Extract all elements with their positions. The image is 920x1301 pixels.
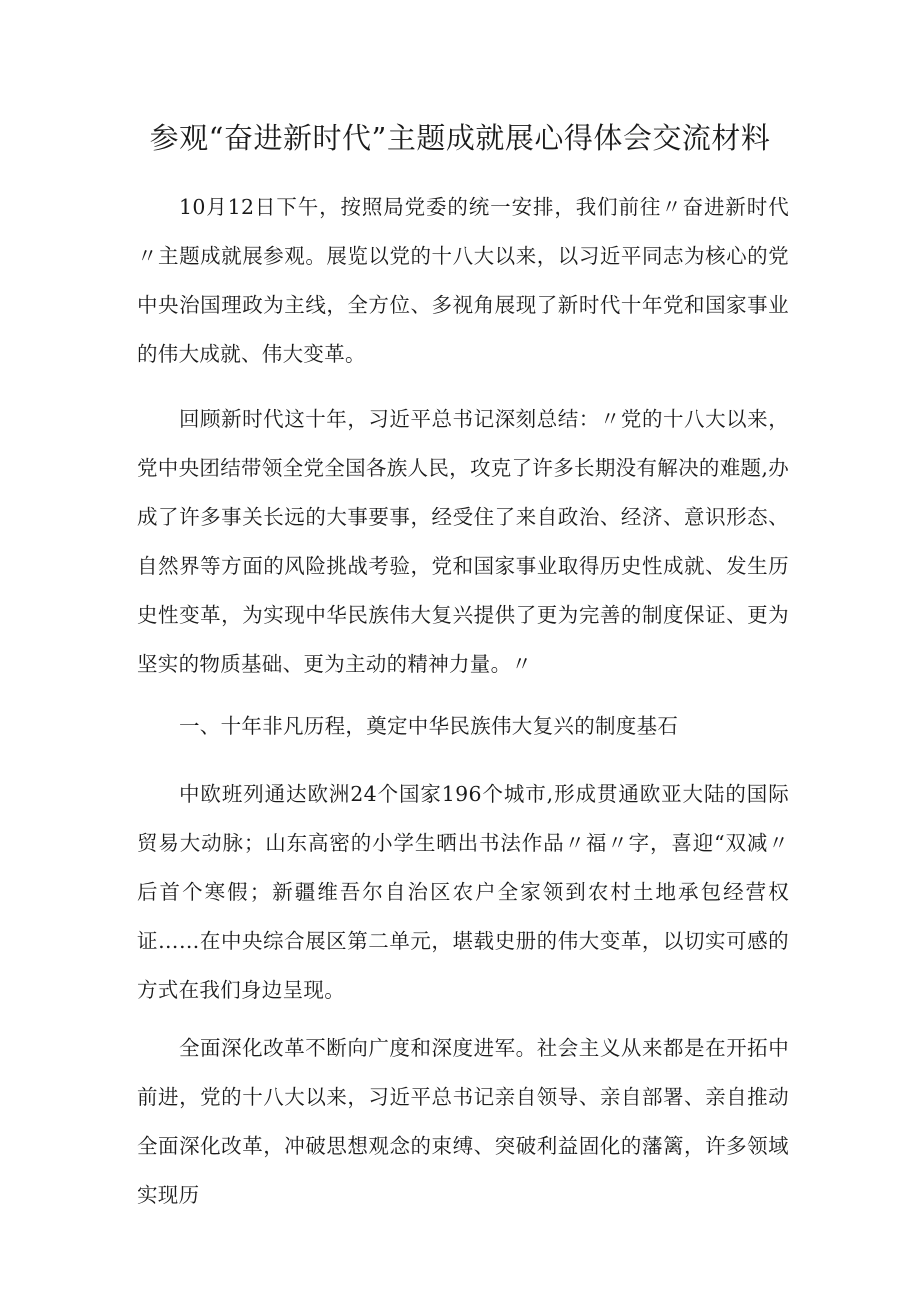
paragraph-deepening-reform: 全面深化改革不断向广度和深度进军。社会主义从来都是在开拓中前进，党的十八大以来，习近平总书记亲自领导、亲自部署、亲自推动全面深化改革，冲破思想观念的束缚、突破利益固化的藩篱，许多领域实现历 <box>137 1036 789 1207</box>
paragraph-visit-intro: 10月12日下午，按照局党委的统一安排，我们前往〃奋进新时代〃主题成就展参观。展览以党的十八大以来，以习近平同志为核心的党中央治国理政为主线，全方位、多视角展现了新时代十年党和国家事业的伟大成就、伟大变革。 <box>137 195 789 366</box>
section-heading-1: 一、十年非凡历程，奠定中华民族伟大复兴的制度基石 <box>179 714 679 738</box>
paragraph-decade-review: 回顾新时代这十年，习近平总书记深刻总结：〃党的十八大以来，党中央团结带领全党全国各族人民，攻克了许多长期没有解决的难题,办成了许多事关长远的大事要事，经受住了来自政治、经济、意识形态、自然界等方面的风险挑战考验，党和国家事业取得历史性成就、发生历史性变革，为实现中华民族伟大复兴提供了更为完善的制度保证、更为坚实的物质基础、更为主动的精神力量。〃 <box>137 407 789 676</box>
paragraph-exhibition-examples: 中欧班列通达欧洲24个国家196个城市,形成贯通欧亚大陆的国际贸易大动脉；山东高密的小学生晒出书法作品〃福〃字，喜迎“双减〃后首个寒假；新疆维吾尔自治区农户全家领到农村土地承包经营权证……在中央综合展区第二单元，堪载史册的伟大变革，以切实可感的方式在我们身边呈现。 <box>137 782 789 1002</box>
document-title: 参观“奋进新时代”主题成就展心得体会交流材料 <box>149 121 771 155</box>
